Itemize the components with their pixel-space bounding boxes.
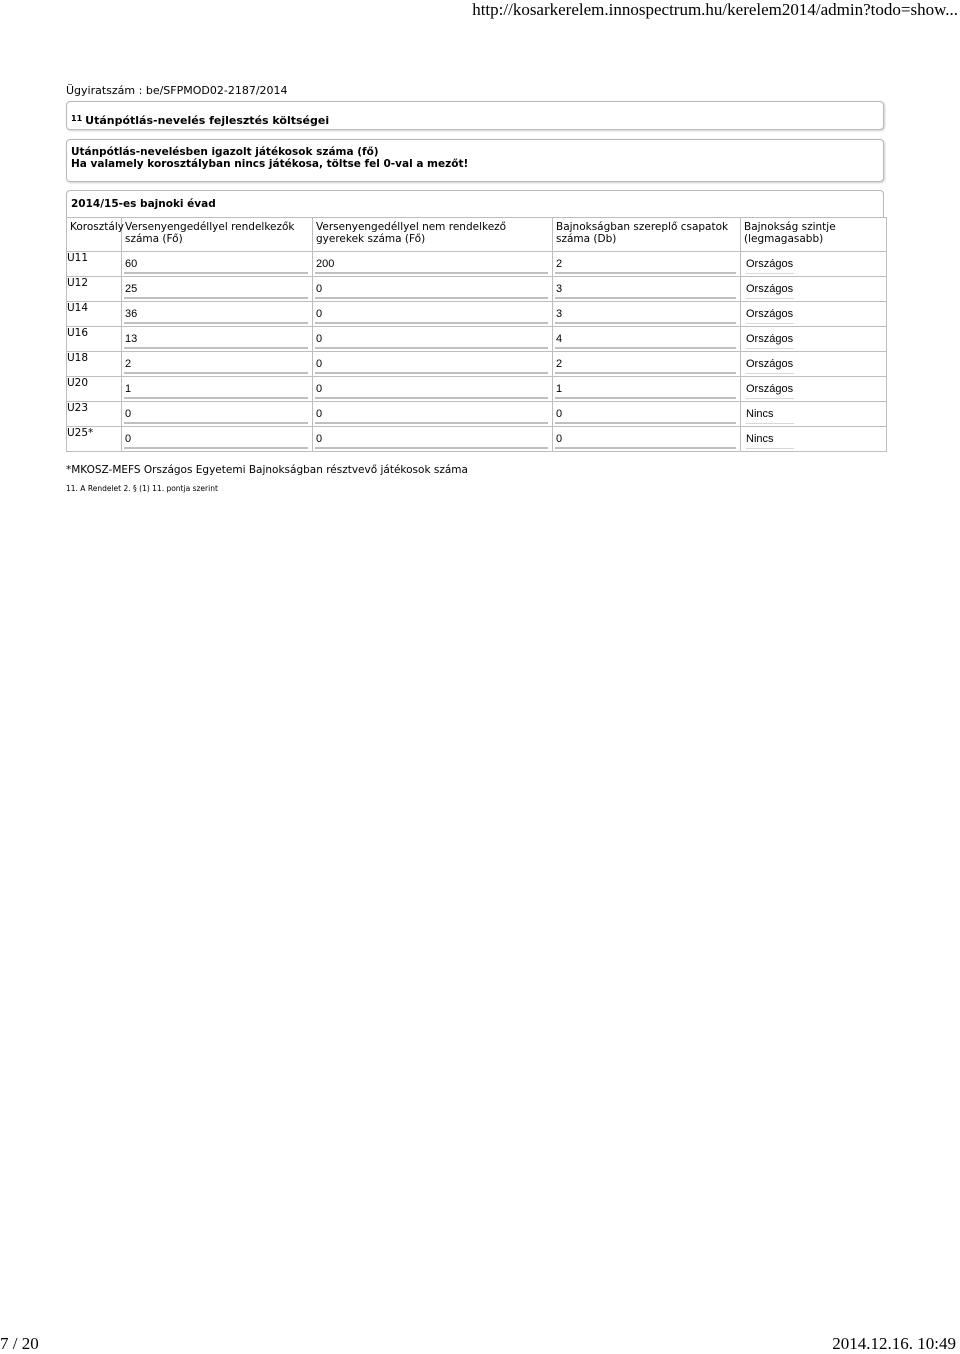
print-timestamp: 2014.12.16. 10:49 <box>832 1334 956 1353</box>
table-row <box>67 277 887 302</box>
licensed-input[interactable]: 60 <box>124 256 308 274</box>
level-select[interactable]: Országos <box>746 382 794 399</box>
licensed-input[interactable]: 0 <box>124 406 308 424</box>
footnote-regulation: 11. A Rendelet 2. § (1) 11. pontja szerint <box>66 484 218 493</box>
subsection-box <box>66 139 884 182</box>
header-unlicensed: Versenyengedéllyel nem rendelkező gyerekek száma (Fő) <box>313 218 553 252</box>
unlicensed-input[interactable]: 0 <box>315 406 548 424</box>
table-row <box>67 427 887 452</box>
age-group-cell: U14 <box>67 302 122 327</box>
section-title-box <box>66 101 884 130</box>
youth-players-table <box>66 217 887 452</box>
licensed-input[interactable]: 1 <box>124 381 308 399</box>
age-group-cell: U16 <box>67 327 122 352</box>
teams-input[interactable]: 0 <box>555 406 736 424</box>
level-select[interactable]: Nincs <box>746 407 794 424</box>
level-select[interactable]: Országos <box>746 357 794 374</box>
level-select[interactable]: Országos <box>746 332 794 349</box>
unlicensed-input[interactable]: 0 <box>315 281 548 299</box>
level-select[interactable]: Országos <box>746 257 794 274</box>
unlicensed-input[interactable]: 0 <box>315 331 548 349</box>
unlicensed-input[interactable]: 0 <box>315 306 548 324</box>
age-group-cell: U23 <box>67 402 122 427</box>
header-age-group: Korosztály <box>67 218 122 252</box>
teams-input[interactable]: 2 <box>555 356 736 374</box>
teams-input[interactable]: 3 <box>555 281 736 299</box>
licensed-input[interactable]: 0 <box>124 431 308 449</box>
print-header-url: http://kosarkerelem.innospectrum.hu/kerelem2014/admin?todo=show... <box>472 0 958 19</box>
table-row <box>67 252 887 277</box>
unlicensed-input[interactable]: 0 <box>315 431 548 449</box>
table-row <box>67 327 887 352</box>
licensed-input[interactable]: 25 <box>124 281 308 299</box>
teams-input[interactable]: 3 <box>555 306 736 324</box>
header-teams: Bajnokságban szereplő csapatok száma (Db) <box>553 218 741 252</box>
age-group-cell: U12 <box>67 277 122 302</box>
licensed-input[interactable]: 13 <box>124 331 308 349</box>
unlicensed-input[interactable]: 0 <box>315 381 548 399</box>
section-title <box>71 114 329 127</box>
header-licensed: Versenyengedéllyel rendelkezők száma (Fő) <box>122 218 313 252</box>
teams-input[interactable]: 1 <box>555 381 736 399</box>
teams-input[interactable]: 2 <box>555 256 736 274</box>
section-number: 11 <box>71 114 83 123</box>
page-number: 7 / 20 <box>0 1334 39 1353</box>
unlicensed-input[interactable]: 200 <box>315 256 548 274</box>
age-group-cell: U18 <box>67 352 122 377</box>
teams-input[interactable]: 0 <box>555 431 736 449</box>
level-select[interactable]: Nincs <box>746 432 794 449</box>
teams-input[interactable]: 4 <box>555 331 736 349</box>
table-row <box>67 377 887 402</box>
table-row <box>67 302 887 327</box>
age-group-cell: U20 <box>67 377 122 402</box>
footnote-mefs: *MKOSZ-MEFS Országos Egyetemi Bajnokságban résztvevő játékosok száma <box>66 464 468 476</box>
level-select[interactable]: Országos <box>746 307 794 324</box>
unlicensed-input[interactable]: 0 <box>315 356 548 374</box>
age-group-cell: U25* <box>67 427 122 452</box>
header-level: Bajnokság szintje (legmagasabb) <box>741 218 887 252</box>
table-row <box>67 402 887 427</box>
subsection-instruction: Ha valamely korosztályban nincs játékosa, töltse fel 0-val a mezőt! <box>71 158 469 170</box>
age-group-cell: U11 <box>67 252 122 277</box>
table-header-row <box>67 218 887 252</box>
licensed-input[interactable]: 2 <box>124 356 308 374</box>
case-number: Ügyiratszám : be/SFPMOD02-2187/2014 <box>66 84 288 97</box>
section-title-text: Utánpótlás-nevelés fejlesztés költségei <box>85 114 330 127</box>
level-select[interactable]: Országos <box>746 282 794 299</box>
subsection-title: Utánpótlás-nevelésben igazolt játékosok száma (fő) <box>71 146 379 158</box>
season-title: 2014/15-es bajnoki évad <box>66 190 884 217</box>
table-row <box>67 352 887 377</box>
licensed-input[interactable]: 36 <box>124 306 308 324</box>
